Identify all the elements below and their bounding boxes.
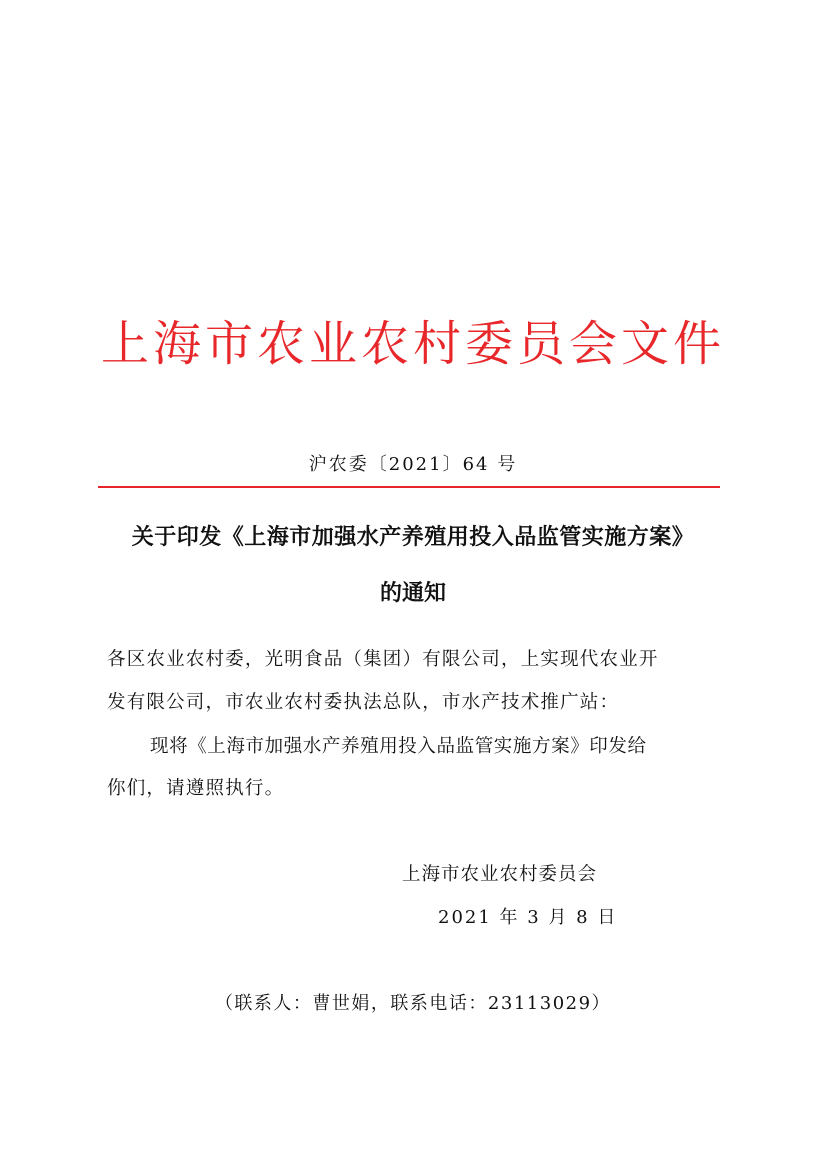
issue-date: 2021 年 3 月 8 日 <box>438 907 618 928</box>
salutation-line-1: 各区农业农村委，光明食品（集团）有限公司，上实现代农业开 <box>107 649 659 670</box>
body-paragraph-line-2: 你们，请遵照执行。 <box>107 778 285 799</box>
issuer-name: 上海市农业农村委员会 <box>402 864 598 885</box>
contact-info: （联系人：曹世娟，联系电话：23113029） <box>214 993 612 1014</box>
notice-title-line-1: 关于印发《上海市加强水产养殖用投入品监管实施方案》 <box>131 525 695 550</box>
document-masthead: 上海市农业农村委员会文件 <box>100 316 725 372</box>
document-number: 沪农委〔2021〕64 号 <box>308 454 518 475</box>
masthead-divider <box>98 486 720 488</box>
body-paragraph-line-1: 现将《上海市加强水产养殖用投入品监管实施方案》印发给 <box>150 736 647 757</box>
notice-title-line-2: 的通知 <box>379 581 446 606</box>
salutation-line-2: 发有限公司，市农业农村委执法总队，市水产技术推广站： <box>107 692 620 713</box>
